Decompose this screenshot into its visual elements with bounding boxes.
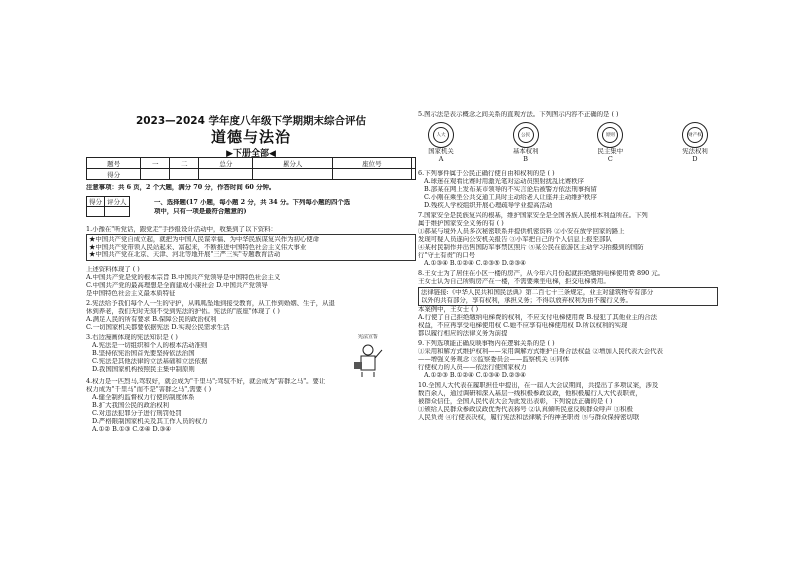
q1-option[interactable]: A.中国共产党是党的根本宗旨 B.中国共产党领导是中国特色社会主义 — [86, 274, 281, 281]
section1-title-cont: 项中，只有一项是最符合题意的) — [154, 208, 247, 215]
q8-option[interactable]: 都以履行相应的法律义务为前提 — [418, 330, 508, 337]
q7-item: 发现可疑人员遂向公安机关报告 ③小军把自己的个人信息上报至部队 — [418, 236, 612, 243]
score-header-cell: 一 — [141, 158, 170, 169]
q10-stem-cont: 被群众信任，全国人民代表大会为此发出表彰，下列说法正确的是 ( ) — [418, 398, 613, 405]
q8-stem-cont: 王女士认为自己所购房产在一楼，不需要乘坐电梯，拒交电梯费用。 — [418, 278, 610, 285]
q8-law-box — [418, 287, 718, 306]
q6-option[interactable]: D.残疾人学校组织开展心理疏导学业提高活动 — [424, 202, 553, 209]
law-line: 法律链接:《中华人民共和国民法典》第二百七十三条规定，业主对建筑物专有部分 — [421, 289, 654, 296]
grader-input[interactable] — [87, 207, 105, 217]
exam-title: 2023—2024 学年度八年级下学期期末综合评估 — [135, 115, 367, 127]
box-line: ★中国共产党自成立起，就把为中国人民谋幸福、为中华民族谋复兴作为初心使命 — [89, 236, 320, 243]
q6-option[interactable]: B.部某在网上发布某市领导的不实言论后被警方依法刑事拘留 — [424, 186, 597, 193]
diagram-outer: 宪法权利 — [682, 148, 708, 155]
diagram-inner: 原则 — [602, 127, 618, 143]
diagram-b[interactable] — [513, 122, 539, 163]
q3-stem: 3.右边漫画体现的宪法知识是 ( ) — [86, 334, 178, 341]
score-cell[interactable] — [170, 169, 199, 180]
score-header-cell — [412, 158, 416, 169]
score-header-cell: 座位号 — [332, 158, 411, 169]
grader-cell: 得分 — [87, 197, 105, 207]
q3-cartoon — [348, 334, 388, 378]
diagram-a[interactable] — [428, 122, 454, 163]
q1-question: 上述资料体现了 ( ) — [86, 266, 140, 273]
notice: 注意事项：共 6 页，2 个大题，满分 70 分，作答时间 60 分钟。 — [86, 184, 276, 191]
scope-label: ▶下册全部◀ — [226, 149, 276, 159]
q8-question: 本案例中，王女士 ( ) — [418, 306, 479, 313]
q4-stem-cont: 权力成为"千里马"而不是"害群之马",需要 ( ) — [86, 386, 212, 393]
score-header-cell: 题号 — [87, 158, 141, 169]
q7-item: ①郝某与境外人员多次秘密联系并提供机密资料 ②小安在放学回家的路上 — [418, 228, 625, 235]
subject-title: 道德与法治 — [210, 128, 291, 146]
diagram-outer: 国家机关 — [428, 148, 454, 155]
q9-options[interactable]: A.①②③ B.①②④ C.①③④ D.②③④ — [424, 372, 526, 379]
diagram-inner: 财产权 — [687, 127, 703, 143]
diagram-label: C — [607, 155, 613, 163]
q9-item: ①采用和解方式维护权利——采用调解方式维护自身合法权益 ②增加人民代表大会代表 — [418, 348, 663, 355]
q7-item: 行"守土有责"的口号 — [418, 252, 476, 259]
oath-figure-icon — [348, 342, 388, 378]
q2-option[interactable]: A.满足人民的所有要求 B.保障公民的政治权利 — [86, 316, 217, 323]
q3-option[interactable]: D.我国国家机构按照民主集中制原则 — [92, 366, 195, 373]
q2-option[interactable]: C.一切国家机关都要依据宪法 D.实现公民需求生活 — [86, 324, 230, 331]
grader-cell: 评分人 — [105, 197, 130, 207]
box-line: ★中国共产党带领人民站起来、富起来，不断推进中国特色社会主义伟大事业 — [89, 243, 307, 251]
diagram-outer: 民主集中 — [597, 148, 624, 155]
q5-stem: 5.图示法是表示概念之间关系的直观方法。下列图示内容不正确的是 ( ) — [418, 111, 619, 118]
score-header-cell: 二 — [170, 158, 199, 169]
score-table — [86, 157, 416, 180]
score-cell[interactable] — [412, 169, 416, 180]
diagram-c[interactable] — [597, 122, 623, 163]
diagram-label: A — [438, 155, 444, 163]
score-cell[interactable] — [141, 169, 170, 180]
score-cell[interactable] — [199, 169, 253, 180]
score-cell[interactable] — [253, 169, 332, 180]
diagram-d[interactable] — [682, 122, 708, 163]
q8-stem: 8.王女士为了居住在小区一楼的房产，从今年六月份起就拒绝缴纳电梯使用费 890 元。 — [418, 270, 665, 277]
q4-options[interactable]: A.①② B.①③ C.②④ D.③④ — [92, 426, 171, 433]
diagram-inner: 公民 — [518, 127, 534, 143]
q6-option[interactable]: C.小刚在乘坐公共交通工具时主动给老人让座并主动维护秩序 — [424, 194, 597, 201]
q7-options[interactable]: A.①③④ B.①②④ C.②③⑤ D.②③④ — [424, 260, 526, 267]
q6-option[interactable]: A.球迷在观看比赛时用激光笔对运动员照射扰乱比赛秩序 — [424, 178, 585, 185]
grader-table — [86, 196, 130, 217]
grader-input[interactable] — [105, 207, 130, 217]
box-line: ★中国共产党在北京、天津、河北等地开展"三严三实"专题教育活动 — [89, 251, 281, 259]
diagram-inner: 人大 — [433, 127, 449, 143]
q5-diagrams — [428, 122, 708, 163]
q10-item: ①颁给人民群众参政议政优秀代表称号 ②认真倾听民意反映群众呼声 ③积极 — [418, 406, 633, 413]
q4-item: A.健全制约监督权力行使的制度体系 — [92, 394, 195, 401]
q3-option[interactable]: B.坚持依宪治国首先要坚持依法治国 — [92, 350, 195, 357]
diagram-label: D — [692, 155, 698, 163]
score-header-cell: 累分人 — [253, 158, 332, 169]
diagram-outer: 基本权利 — [512, 148, 539, 155]
q10-stem: 10.全国人大代表在履职担任中提出，在一届人大会议期间，共提出了多项议案，涉及 — [418, 382, 659, 389]
cartoon-caption: 宪法宣誓 — [357, 334, 378, 340]
q9-stem: 9.下列选项能正确反映事物内在逻辑关系的是 ( ) — [418, 340, 555, 347]
q2-stem: 2.宪法给予我们每个人一生的守护，从呱呱坠地到接受教育，从工作到婚姻、生子，从退 — [86, 300, 335, 307]
q4-item: D.严格限制国家机关及其工作人员的权力 — [92, 418, 208, 425]
law-line: 以外的共有部分，享有权利，承担义务；不得以放弃权利为由不履行义务。 — [421, 296, 632, 304]
q7-stem: 7.国家安全是民族复兴的根基，维护国家安全是全国各族人民根本利益所在。下列 — [418, 212, 648, 219]
diagram-label: B — [523, 155, 528, 163]
score-header-cell: 总分 — [199, 158, 253, 169]
q7-stem-cont: 属于维护国家安全义务的有 ( ) — [418, 220, 504, 227]
q1-option[interactable]: C.中国共产党的最高理想是全面建成小康社会 D.中国共产党领导 — [86, 282, 268, 289]
q3-option[interactable]: A.宪法是一切组织和个人的根本活动准则 — [92, 342, 208, 349]
q4-item: B.扩大我国公民的政治权利 — [92, 402, 170, 409]
q9-item: ——增强义务观念 ③监察委员会——监察机关 ④同体 — [418, 356, 570, 363]
q10-stem-cont: 数百余人，通过调研和深入基层一线积极参政议政，他积极履行人大代表职责， — [418, 390, 642, 397]
q3-option[interactable]: C.宪法是其他法律的立法基础和立法依据 — [92, 358, 208, 365]
section1-title: 一、选择题(17 小题，每小题 2 分，共 34 分。下列每小题的四个选 — [154, 199, 351, 206]
q1-info-box — [86, 234, 416, 261]
q8-option[interactable]: A.行使了自己拒绝缴纳电梯费的权利，不应支付电梯使用费 B.侵犯了其他业主的合法 — [418, 314, 658, 321]
q4-stem: 4.权力是一匹烈马,驾驭好，就会成为"千里马";驾驭不好，就会成为"害群之马"。要让 — [86, 378, 326, 385]
score-row-label: 得分 — [87, 169, 141, 180]
q8-option[interactable]: 权益，不应再享受电梯使用权 C.她不应享有电梯使用权 D.所以权利的实现 — [418, 322, 628, 329]
q1-stem: 1.小豫在"听党话，跟党走"手抄报设计活动中，收集到了以下资料： — [86, 226, 277, 233]
q7-item: ④某村民制作并出售国防军事禁区照片 ⑤某公民在旅游区主动学习拍摄到的国防 — [418, 244, 644, 251]
q1-option[interactable]: 是中国特色社会主义最本质特征 — [86, 290, 176, 297]
q6-stem: 6.下列事件属于公民正确行使自由和权利的是 ( ) — [418, 170, 555, 177]
q10-item: 人民负责 ④行使表决权，履行宪法和法律赋予的神圣职责 ⑤与群众保持密切联 — [418, 414, 640, 421]
q4-item: C.对违法犯罪分子进行刑罚处罚 — [92, 410, 182, 417]
q2-stem-cont: 休到养老，我们无时无刻不受到宪法的护佑。宪法的"底座"体现了 ( ) — [86, 308, 280, 315]
q9-item: 行使权力的人员——依法行使国家权力 — [418, 364, 527, 371]
score-cell[interactable] — [332, 169, 411, 180]
